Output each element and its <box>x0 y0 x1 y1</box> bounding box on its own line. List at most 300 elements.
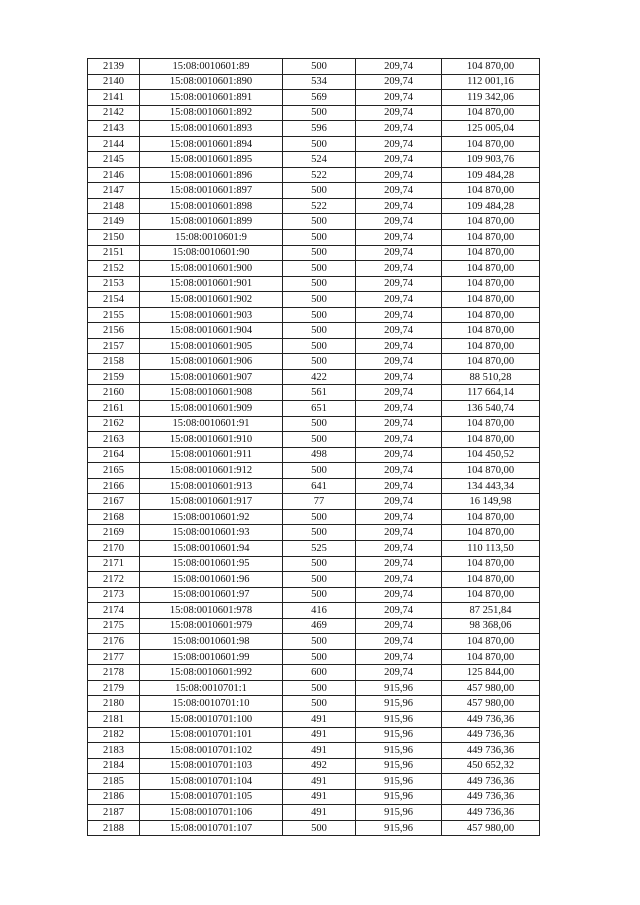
cadastral-number-cell: 15:08:0010701:104 <box>140 774 283 790</box>
value-cell: 104 870,00 <box>442 245 540 261</box>
value-cell: 449 736,36 <box>442 789 540 805</box>
rate-cell: 209,74 <box>356 618 442 634</box>
value-cell: 88 510,28 <box>442 369 540 385</box>
value-cell: 104 870,00 <box>442 463 540 479</box>
cadastral-number-cell: 15:08:0010601:98 <box>140 634 283 650</box>
value-cell: 104 870,00 <box>442 432 540 448</box>
cadastral-number-cell: 15:08:0010601:90 <box>140 245 283 261</box>
value-cell: 109 484,28 <box>442 167 540 183</box>
row-number-cell: 2187 <box>88 805 140 821</box>
value-cell: 104 870,00 <box>442 354 540 370</box>
area-cell: 491 <box>283 743 356 759</box>
table-row <box>88 572 540 588</box>
row-number-cell: 2148 <box>88 198 140 214</box>
land-plots-table <box>87 58 540 836</box>
row-number-cell: 2180 <box>88 696 140 712</box>
row-number-cell: 2176 <box>88 634 140 650</box>
cadastral-number-cell: 15:08:0010601:9 <box>140 230 283 246</box>
value-cell: 104 870,00 <box>442 105 540 121</box>
rate-cell: 209,74 <box>356 261 442 277</box>
table-row <box>88 105 540 121</box>
table-row <box>88 432 540 448</box>
value-cell: 110 113,50 <box>442 540 540 556</box>
area-cell: 500 <box>283 276 356 292</box>
table-row <box>88 416 540 432</box>
area-cell: 491 <box>283 711 356 727</box>
value-cell: 104 870,00 <box>442 525 540 541</box>
value-cell: 104 870,00 <box>442 59 540 75</box>
cadastral-number-cell: 15:08:0010601:96 <box>140 572 283 588</box>
area-cell: 500 <box>283 696 356 712</box>
rate-cell: 915,96 <box>356 696 442 712</box>
value-cell: 104 870,00 <box>442 136 540 152</box>
row-number-cell: 2139 <box>88 59 140 75</box>
value-cell: 16 149,98 <box>442 494 540 510</box>
table-row <box>88 323 540 339</box>
row-number-cell: 2183 <box>88 743 140 759</box>
row-number-cell: 2178 <box>88 665 140 681</box>
row-number-cell: 2177 <box>88 649 140 665</box>
row-number-cell: 2186 <box>88 789 140 805</box>
rate-cell: 915,96 <box>356 680 442 696</box>
area-cell: 491 <box>283 774 356 790</box>
table-row <box>88 556 540 572</box>
row-number-cell: 2184 <box>88 758 140 774</box>
rate-cell: 209,74 <box>356 525 442 541</box>
rate-cell: 915,96 <box>356 820 442 836</box>
cadastral-number-cell: 15:08:0010701:106 <box>140 805 283 821</box>
row-number-cell: 2181 <box>88 711 140 727</box>
area-cell: 500 <box>283 525 356 541</box>
value-cell: 136 540,74 <box>442 401 540 417</box>
area-cell: 500 <box>283 680 356 696</box>
rate-cell: 915,96 <box>356 758 442 774</box>
rate-cell: 209,74 <box>356 540 442 556</box>
table-row <box>88 820 540 836</box>
row-number-cell: 2170 <box>88 540 140 556</box>
rate-cell: 209,74 <box>356 198 442 214</box>
cadastral-number-cell: 15:08:0010701:1 <box>140 680 283 696</box>
table-row <box>88 167 540 183</box>
table-row <box>88 230 540 246</box>
table-row <box>88 276 540 292</box>
table-row <box>88 214 540 230</box>
value-cell: 104 870,00 <box>442 261 540 277</box>
cadastral-number-cell: 15:08:0010601:898 <box>140 198 283 214</box>
value-cell: 104 870,00 <box>442 416 540 432</box>
rate-cell: 209,74 <box>356 323 442 339</box>
cadastral-number-cell: 15:08:0010601:912 <box>140 463 283 479</box>
rate-cell: 915,96 <box>356 789 442 805</box>
area-cell: 500 <box>283 432 356 448</box>
area-cell: 500 <box>283 261 356 277</box>
area-cell: 77 <box>283 494 356 510</box>
rate-cell: 209,74 <box>356 603 442 619</box>
rate-cell: 209,74 <box>356 665 442 681</box>
row-number-cell: 2162 <box>88 416 140 432</box>
area-cell: 498 <box>283 447 356 463</box>
area-cell: 500 <box>283 463 356 479</box>
value-cell: 104 450,52 <box>442 447 540 463</box>
cadastral-number-cell: 15:08:0010601:903 <box>140 307 283 323</box>
value-cell: 104 870,00 <box>442 307 540 323</box>
value-cell: 109 903,76 <box>442 152 540 168</box>
area-cell: 500 <box>283 214 356 230</box>
area-cell: 500 <box>283 307 356 323</box>
cadastral-number-cell: 15:08:0010601:913 <box>140 478 283 494</box>
table-row <box>88 152 540 168</box>
rate-cell: 209,74 <box>356 338 442 354</box>
cadastral-number-cell: 15:08:0010701:102 <box>140 743 283 759</box>
rate-cell: 209,74 <box>356 509 442 525</box>
table-row <box>88 494 540 510</box>
rate-cell: 209,74 <box>356 401 442 417</box>
row-number-cell: 2182 <box>88 727 140 743</box>
table-row <box>88 447 540 463</box>
rate-cell: 209,74 <box>356 152 442 168</box>
rate-cell: 209,74 <box>356 74 442 90</box>
cadastral-number-cell: 15:08:0010601:899 <box>140 214 283 230</box>
rate-cell: 915,96 <box>356 805 442 821</box>
table-row <box>88 540 540 556</box>
row-number-cell: 2171 <box>88 556 140 572</box>
row-number-cell: 2159 <box>88 369 140 385</box>
area-cell: 491 <box>283 727 356 743</box>
table-row <box>88 74 540 90</box>
cadastral-number-cell: 15:08:0010701:103 <box>140 758 283 774</box>
cadastral-number-cell: 15:08:0010701:107 <box>140 820 283 836</box>
cadastral-number-cell: 15:08:0010601:917 <box>140 494 283 510</box>
cadastral-number-cell: 15:08:0010601:890 <box>140 74 283 90</box>
area-cell: 561 <box>283 385 356 401</box>
value-cell: 449 736,36 <box>442 774 540 790</box>
cadastral-number-cell: 15:08:0010601:906 <box>140 354 283 370</box>
area-cell: 469 <box>283 618 356 634</box>
table-row <box>88 634 540 650</box>
area-cell: 500 <box>283 556 356 572</box>
row-number-cell: 2179 <box>88 680 140 696</box>
area-cell: 422 <box>283 369 356 385</box>
table-row <box>88 805 540 821</box>
value-cell: 449 736,36 <box>442 711 540 727</box>
area-cell: 534 <box>283 74 356 90</box>
cadastral-number-cell: 15:08:0010601:94 <box>140 540 283 556</box>
table-row <box>88 774 540 790</box>
value-cell: 104 870,00 <box>442 292 540 308</box>
cadastral-number-cell: 15:08:0010701:10 <box>140 696 283 712</box>
row-number-cell: 2150 <box>88 230 140 246</box>
row-number-cell: 2166 <box>88 478 140 494</box>
row-number-cell: 2163 <box>88 432 140 448</box>
cadastral-number-cell: 15:08:0010601:896 <box>140 167 283 183</box>
area-cell: 500 <box>283 572 356 588</box>
row-number-cell: 2144 <box>88 136 140 152</box>
table-row <box>88 789 540 805</box>
rate-cell: 209,74 <box>356 354 442 370</box>
row-number-cell: 2172 <box>88 572 140 588</box>
row-number-cell: 2165 <box>88 463 140 479</box>
row-number-cell: 2164 <box>88 447 140 463</box>
rate-cell: 209,74 <box>356 447 442 463</box>
row-number-cell: 2146 <box>88 167 140 183</box>
rate-cell: 209,74 <box>356 416 442 432</box>
value-cell: 104 870,00 <box>442 323 540 339</box>
value-cell: 109 484,28 <box>442 198 540 214</box>
rate-cell: 209,74 <box>356 478 442 494</box>
table-row <box>88 525 540 541</box>
area-cell: 651 <box>283 401 356 417</box>
cadastral-number-cell: 15:08:0010601:907 <box>140 369 283 385</box>
table-row <box>88 385 540 401</box>
table-row <box>88 587 540 603</box>
table-row <box>88 338 540 354</box>
rate-cell: 209,74 <box>356 634 442 650</box>
table-body <box>88 59 540 836</box>
area-cell: 524 <box>283 152 356 168</box>
row-number-cell: 2168 <box>88 509 140 525</box>
cadastral-number-cell: 15:08:0010601:908 <box>140 385 283 401</box>
cadastral-number-cell: 15:08:0010701:100 <box>140 711 283 727</box>
rate-cell: 209,74 <box>356 307 442 323</box>
rate-cell: 209,74 <box>356 183 442 199</box>
area-cell: 525 <box>283 540 356 556</box>
rate-cell: 209,74 <box>356 136 442 152</box>
row-number-cell: 2173 <box>88 587 140 603</box>
value-cell: 449 736,36 <box>442 805 540 821</box>
row-number-cell: 2157 <box>88 338 140 354</box>
area-cell: 500 <box>283 59 356 75</box>
value-cell: 104 870,00 <box>442 338 540 354</box>
row-number-cell: 2175 <box>88 618 140 634</box>
table-row <box>88 121 540 137</box>
cadastral-number-cell: 15:08:0010601:91 <box>140 416 283 432</box>
area-cell: 600 <box>283 665 356 681</box>
area-cell: 500 <box>283 292 356 308</box>
rate-cell: 209,74 <box>356 385 442 401</box>
area-cell: 500 <box>283 105 356 121</box>
table-row <box>88 649 540 665</box>
rate-cell: 209,74 <box>356 121 442 137</box>
cadastral-number-cell: 15:08:0010601:910 <box>140 432 283 448</box>
cadastral-number-cell: 15:08:0010601:911 <box>140 447 283 463</box>
rate-cell: 209,74 <box>356 276 442 292</box>
table-row <box>88 711 540 727</box>
area-cell: 500 <box>283 230 356 246</box>
table-row <box>88 463 540 479</box>
row-number-cell: 2154 <box>88 292 140 308</box>
value-cell: 112 001,16 <box>442 74 540 90</box>
rate-cell: 209,74 <box>356 463 442 479</box>
rate-cell: 915,96 <box>356 743 442 759</box>
row-number-cell: 2140 <box>88 74 140 90</box>
row-number-cell: 2153 <box>88 276 140 292</box>
cadastral-number-cell: 15:08:0010601:904 <box>140 323 283 339</box>
area-cell: 500 <box>283 634 356 650</box>
value-cell: 457 980,00 <box>442 680 540 696</box>
rate-cell: 209,74 <box>356 59 442 75</box>
table-row <box>88 90 540 106</box>
row-number-cell: 2167 <box>88 494 140 510</box>
rate-cell: 209,74 <box>356 556 442 572</box>
value-cell: 104 870,00 <box>442 230 540 246</box>
area-cell: 522 <box>283 167 356 183</box>
row-number-cell: 2188 <box>88 820 140 836</box>
row-number-cell: 2145 <box>88 152 140 168</box>
area-cell: 500 <box>283 820 356 836</box>
cadastral-number-cell: 15:08:0010601:905 <box>140 338 283 354</box>
table-row <box>88 603 540 619</box>
table-row <box>88 261 540 277</box>
value-cell: 125 005,04 <box>442 121 540 137</box>
area-cell: 596 <box>283 121 356 137</box>
row-number-cell: 2149 <box>88 214 140 230</box>
value-cell: 104 870,00 <box>442 183 540 199</box>
rate-cell: 209,74 <box>356 432 442 448</box>
rate-cell: 209,74 <box>356 214 442 230</box>
area-cell: 416 <box>283 603 356 619</box>
cadastral-number-cell: 15:08:0010601:99 <box>140 649 283 665</box>
value-cell: 104 870,00 <box>442 509 540 525</box>
cadastral-number-cell: 15:08:0010601:909 <box>140 401 283 417</box>
table-row <box>88 354 540 370</box>
area-cell: 500 <box>283 136 356 152</box>
rate-cell: 209,74 <box>356 649 442 665</box>
value-cell: 119 342,06 <box>442 90 540 106</box>
cadastral-number-cell: 15:08:0010601:97 <box>140 587 283 603</box>
cadastral-number-cell: 15:08:0010601:92 <box>140 509 283 525</box>
table-row <box>88 369 540 385</box>
cadastral-number-cell: 15:08:0010701:105 <box>140 789 283 805</box>
table-row <box>88 59 540 75</box>
rate-cell: 209,74 <box>356 245 442 261</box>
table-row <box>88 680 540 696</box>
area-cell: 500 <box>283 323 356 339</box>
cadastral-number-cell: 15:08:0010601:900 <box>140 261 283 277</box>
cadastral-number-cell: 15:08:0010601:978 <box>140 603 283 619</box>
cadastral-number-cell: 15:08:0010701:101 <box>140 727 283 743</box>
area-cell: 492 <box>283 758 356 774</box>
table-row <box>88 665 540 681</box>
rate-cell: 209,74 <box>356 494 442 510</box>
rate-cell: 209,74 <box>356 230 442 246</box>
value-cell: 117 664,14 <box>442 385 540 401</box>
value-cell: 449 736,36 <box>442 743 540 759</box>
value-cell: 457 980,00 <box>442 820 540 836</box>
cadastral-number-cell: 15:08:0010601:897 <box>140 183 283 199</box>
cadastral-number-cell: 15:08:0010601:891 <box>140 90 283 106</box>
value-cell: 457 980,00 <box>442 696 540 712</box>
cadastral-number-cell: 15:08:0010601:893 <box>140 121 283 137</box>
rate-cell: 209,74 <box>356 587 442 603</box>
table-row <box>88 292 540 308</box>
area-cell: 500 <box>283 509 356 525</box>
area-cell: 491 <box>283 805 356 821</box>
area-cell: 500 <box>283 354 356 370</box>
area-cell: 522 <box>283 198 356 214</box>
table-row <box>88 183 540 199</box>
table-row <box>88 758 540 774</box>
cadastral-number-cell: 15:08:0010601:992 <box>140 665 283 681</box>
cadastral-number-cell: 15:08:0010601:95 <box>140 556 283 572</box>
value-cell: 104 870,00 <box>442 649 540 665</box>
row-number-cell: 2161 <box>88 401 140 417</box>
table-row <box>88 198 540 214</box>
area-cell: 500 <box>283 416 356 432</box>
table-row <box>88 696 540 712</box>
area-cell: 569 <box>283 90 356 106</box>
rate-cell: 209,74 <box>356 105 442 121</box>
area-cell: 641 <box>283 478 356 494</box>
table-row <box>88 618 540 634</box>
table-row <box>88 509 540 525</box>
area-cell: 500 <box>283 338 356 354</box>
cadastral-number-cell: 15:08:0010601:979 <box>140 618 283 634</box>
value-cell: 450 652,32 <box>442 758 540 774</box>
value-cell: 449 736,36 <box>442 727 540 743</box>
row-number-cell: 2151 <box>88 245 140 261</box>
row-number-cell: 2160 <box>88 385 140 401</box>
area-cell: 491 <box>283 789 356 805</box>
table-row <box>88 136 540 152</box>
value-cell: 104 870,00 <box>442 587 540 603</box>
value-cell: 104 870,00 <box>442 276 540 292</box>
row-number-cell: 2152 <box>88 261 140 277</box>
cadastral-number-cell: 15:08:0010601:902 <box>140 292 283 308</box>
row-number-cell: 2156 <box>88 323 140 339</box>
area-cell: 500 <box>283 587 356 603</box>
cadastral-number-cell: 15:08:0010601:894 <box>140 136 283 152</box>
cadastral-number-cell: 15:08:0010601:89 <box>140 59 283 75</box>
value-cell: 98 368,06 <box>442 618 540 634</box>
value-cell: 104 870,00 <box>442 572 540 588</box>
cadastral-number-cell: 15:08:0010601:892 <box>140 105 283 121</box>
cadastral-number-cell: 15:08:0010601:93 <box>140 525 283 541</box>
table-row <box>88 478 540 494</box>
value-cell: 104 870,00 <box>442 214 540 230</box>
rate-cell: 209,74 <box>356 292 442 308</box>
table-row <box>88 401 540 417</box>
row-number-cell: 2141 <box>88 90 140 106</box>
value-cell: 87 251,84 <box>442 603 540 619</box>
row-number-cell: 2155 <box>88 307 140 323</box>
value-cell: 125 844,00 <box>442 665 540 681</box>
value-cell: 104 870,00 <box>442 634 540 650</box>
table-row <box>88 245 540 261</box>
area-cell: 500 <box>283 245 356 261</box>
row-number-cell: 2185 <box>88 774 140 790</box>
cadastral-number-cell: 15:08:0010601:901 <box>140 276 283 292</box>
row-number-cell: 2174 <box>88 603 140 619</box>
row-number-cell: 2158 <box>88 354 140 370</box>
table-row <box>88 727 540 743</box>
row-number-cell: 2143 <box>88 121 140 137</box>
cadastral-number-cell: 15:08:0010601:895 <box>140 152 283 168</box>
row-number-cell: 2169 <box>88 525 140 541</box>
row-number-cell: 2147 <box>88 183 140 199</box>
area-cell: 500 <box>283 649 356 665</box>
rate-cell: 209,74 <box>356 572 442 588</box>
value-cell: 104 870,00 <box>442 556 540 572</box>
rate-cell: 209,74 <box>356 167 442 183</box>
value-cell: 134 443,34 <box>442 478 540 494</box>
table-row <box>88 743 540 759</box>
row-number-cell: 2142 <box>88 105 140 121</box>
rate-cell: 209,74 <box>356 90 442 106</box>
area-cell: 500 <box>283 183 356 199</box>
rate-cell: 915,96 <box>356 711 442 727</box>
rate-cell: 209,74 <box>356 369 442 385</box>
rate-cell: 915,96 <box>356 727 442 743</box>
